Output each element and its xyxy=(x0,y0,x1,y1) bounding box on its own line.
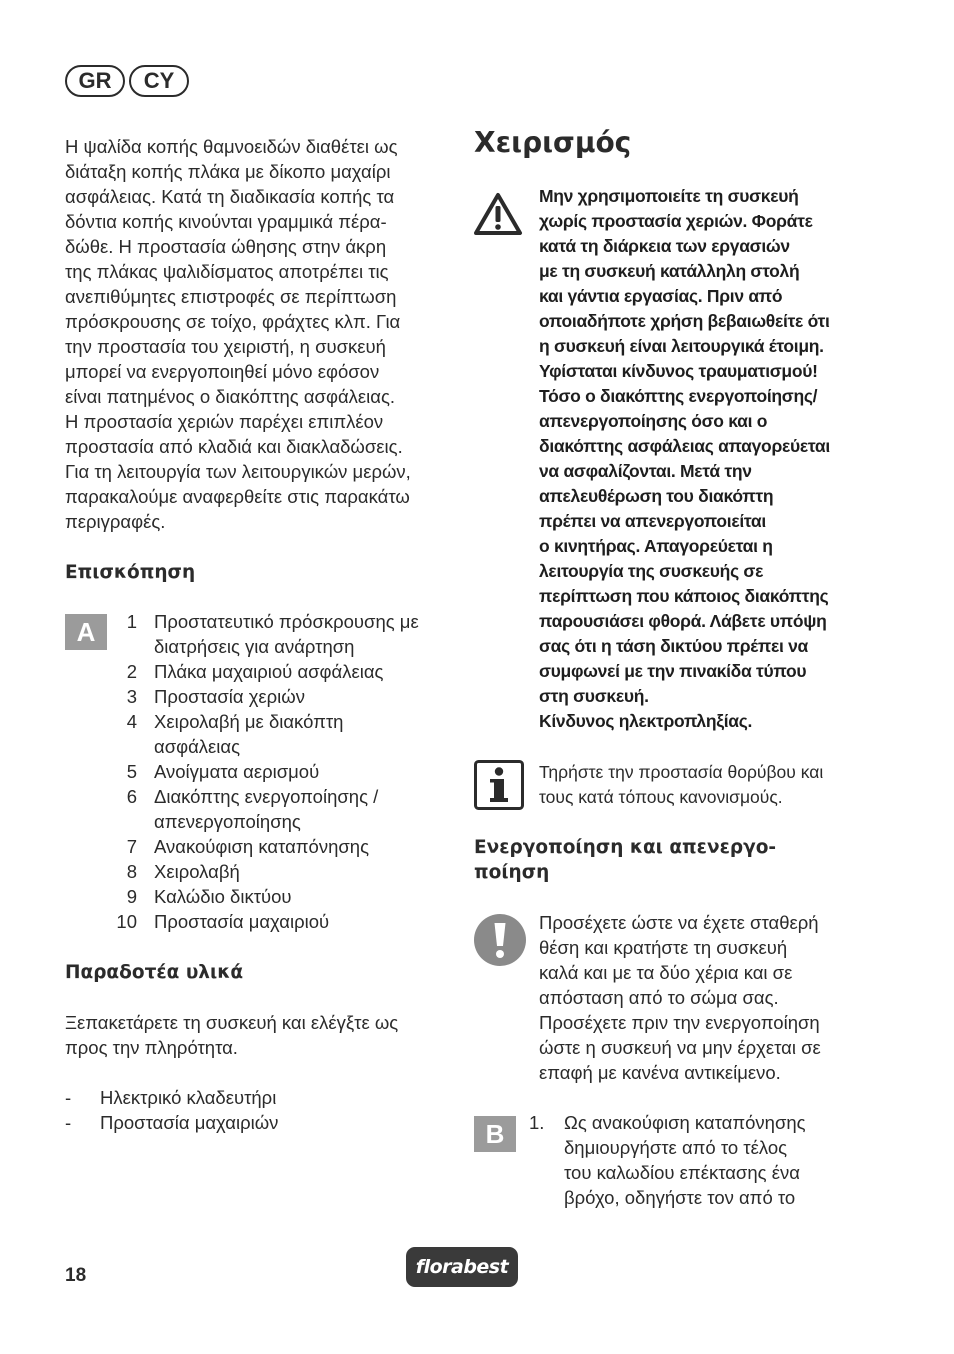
text-line: ασφάλειας. Κατά τη διαδικασία κοπής τα xyxy=(65,186,395,207)
text-line: συμφωνεί με την πινακίδα τύπου xyxy=(539,661,807,681)
step-number: 1. xyxy=(529,1112,545,1133)
text-line: η συσκευή είναι λειτουργικά έτοιμη. xyxy=(539,336,824,356)
item-number: 3 xyxy=(126,686,137,707)
notice-text xyxy=(539,910,879,1085)
list-item xyxy=(94,609,449,659)
item-number: 2 xyxy=(126,661,137,682)
text-line: Ως ανακούφιση καταπόνησης xyxy=(564,1112,806,1133)
list-item xyxy=(65,1110,278,1135)
item-text: Πλάκα μαχαιριού ασφάλειας xyxy=(154,661,384,682)
section-heading: Χειρισμός xyxy=(474,126,632,159)
text-line: καλά και με τα δύο χέρια και σε xyxy=(539,962,793,983)
delivery-paragraph xyxy=(65,1010,455,1060)
parts-list xyxy=(94,609,449,934)
item-text-line: Χειρολαβή με διακόπτη xyxy=(154,711,344,732)
country-badge-gr xyxy=(65,65,125,97)
item-number: 9 xyxy=(126,886,137,907)
text-line: και γάντια εργασίας. Πριν από xyxy=(539,286,783,306)
text-line: στη συσκευή. xyxy=(539,686,649,706)
item-text-line: απενεργοποίησης xyxy=(154,811,301,832)
text-line: της πλάκας ψαλιδίσματος αποτρέπει τις xyxy=(65,261,389,282)
item-text: Ανακούφιση καταπόνησης xyxy=(154,836,370,857)
page-number: 18 xyxy=(65,1265,87,1286)
overview-heading: Επισκόπηση xyxy=(65,562,196,583)
country-badge-cy-label: CY xyxy=(143,68,175,93)
figure-marker-b xyxy=(474,1116,516,1152)
text-line: δώθε. Η προστασία ώθησης στην άκρη xyxy=(65,236,387,257)
text-line: Ξεπακετάρετε τη συσκευή και ελέγξτε ως xyxy=(65,1012,399,1033)
list-item xyxy=(65,1085,278,1110)
list-item xyxy=(94,859,449,884)
text-line: απελευθέρωση του διακόπτη xyxy=(539,486,774,506)
item-text xyxy=(154,709,449,759)
list-item xyxy=(94,759,449,784)
list-item xyxy=(94,909,449,934)
text-line: την προστασία του χειριστή, η συσκευή xyxy=(65,336,386,357)
text-line: Για τη λειτουργία των λειτουργικών μερών, xyxy=(65,461,411,482)
text-line: διακόπτης ασφάλειας απαγορεύεται xyxy=(539,436,830,456)
figure-marker-a-label: A xyxy=(76,616,96,647)
text-line: με τη συσκευή κατάλληλη στολή xyxy=(539,261,800,281)
text-line: πρέπει να απενεργοποιείται xyxy=(539,511,766,531)
text-line: απόσταση από το σώμα σας. xyxy=(539,987,779,1008)
delivery-heading: Παραδοτέα υλικά xyxy=(65,962,244,983)
warning-triangle-icon xyxy=(473,192,523,236)
item-text: Ηλεκτρικό κλαδευτήρι xyxy=(100,1087,277,1108)
item-text: Χειρολαβή xyxy=(154,861,240,882)
item-text xyxy=(154,784,449,834)
text-line: είναι πατημένος ο διακόπτης ασφάλειας. xyxy=(65,386,396,407)
text-line: σας ότι η τάση δικτύου πρέπει να xyxy=(539,636,808,656)
text-line: κατά τη διάρκεια των εργασιών xyxy=(539,236,790,256)
item-text-line: διατρήσεις για ανάρτηση xyxy=(154,636,355,657)
item-text: Προστασία χεριών xyxy=(154,686,305,707)
text-line: απενεργοποίησης όσο και ο xyxy=(539,411,768,431)
item-number: 7 xyxy=(126,836,137,857)
list-item xyxy=(94,709,449,759)
text-line: Προσέχετε πριν την ενεργοποίηση xyxy=(539,1012,820,1033)
text-line: Υφίσταται κίνδυνος τραυματισμού! xyxy=(539,361,818,381)
text-line: ώστε η συσκευή να μην έρχεται σε xyxy=(539,1037,821,1058)
text-line: δόντια κοπής κινούνται γραμμικά πέρα- xyxy=(65,211,387,232)
text-line: δημιουργήστε από το τέλος xyxy=(564,1137,788,1158)
text-line: χωρίς προστασία χεριών. Φοράτε xyxy=(539,211,813,231)
text-line: ο κινητήρας. Απαγορεύεται η xyxy=(539,536,773,556)
list-item xyxy=(94,659,449,684)
item-text: Ανοίγματα αερισμού xyxy=(154,761,320,782)
text-line: μπορεί να ενεργοποιηθεί μόνο εφόσον xyxy=(65,361,380,382)
text-line: βρόχο, οδηγήστε τον από το xyxy=(564,1187,796,1208)
item-text: Προστασία μαχαιριού xyxy=(154,911,330,932)
list-item xyxy=(94,884,449,909)
text-line: να ασφαλίζονται. Μετά την xyxy=(539,461,752,481)
text-line: προς την πληρότητα. xyxy=(65,1037,238,1058)
item-text: Καλώδιο δικτύου xyxy=(154,886,292,907)
item-number: 4 xyxy=(126,711,137,732)
dash-bullet: - xyxy=(65,1087,72,1108)
heading-line: Ενεργοποίηση και απενεργο- xyxy=(474,837,777,858)
item-text xyxy=(154,609,449,659)
warning-text xyxy=(539,184,869,734)
country-badge-cy xyxy=(129,65,189,97)
intro-paragraph xyxy=(65,134,455,534)
list-item xyxy=(94,784,449,834)
exclamation-circle-icon xyxy=(473,913,527,967)
text-line: Προσέχετε ώστε να έχετε σταθερή xyxy=(539,912,819,933)
dash-bullet: - xyxy=(65,1112,72,1133)
figure-marker-b-label: B xyxy=(485,1118,505,1149)
item-number: 10 xyxy=(116,911,137,932)
item-text: Προστασία μαχαιριών xyxy=(100,1112,279,1133)
brand-logo xyxy=(406,1247,518,1287)
text-line: λειτουργία της συσκευής σε xyxy=(539,561,764,581)
text-line: Τηρήστε την προστασία θορύβου και xyxy=(539,762,824,782)
item-number: 1 xyxy=(126,611,137,632)
heading-line: ποίηση xyxy=(474,862,550,883)
text-line: Η ψαλίδα κοπής θαμνοειδών διαθέτει ως xyxy=(65,136,398,157)
text-line: ανεπιθύμητες επιστροφές σε περίπτωση xyxy=(65,286,397,307)
text-line: περίπτωση που κάποιος διακόπτης xyxy=(539,586,829,606)
text-line: Η προστασία χεριών παρέχει επιπλέον xyxy=(65,411,384,432)
item-text-line: ασφάλειας xyxy=(154,736,241,757)
text-line: Μην χρησιμοποιείτε τη συσκευή xyxy=(539,186,799,206)
item-text-line: Προστατευτικό πρόσκρουσης με xyxy=(154,611,419,632)
onoff-heading xyxy=(474,835,776,885)
list-item xyxy=(94,834,449,859)
item-number: 8 xyxy=(126,861,137,882)
country-badge-gr-label: GR xyxy=(78,68,112,93)
item-number: 6 xyxy=(126,786,137,807)
delivery-list xyxy=(65,1085,278,1135)
text-line: περιγραφές. xyxy=(65,511,166,532)
list-item xyxy=(94,684,449,709)
info-icon xyxy=(474,760,524,810)
text-line: πρόσκρουσης σε τοίχο, φράχτες κλπ. Για xyxy=(65,311,401,332)
item-number: 5 xyxy=(126,761,137,782)
step-text xyxy=(564,1110,874,1210)
text-line: Τόσο ο διακόπτης ενεργοποίησης/ xyxy=(539,386,818,406)
text-line: διάταξη κοπής πλάκα με δίκοπο μαχαίρι xyxy=(65,161,391,182)
text-line: του καλωδίου επέκτασης ένα xyxy=(564,1162,800,1183)
text-line: οποιαδήποτε χρήση βεβαιωθείτε ότι xyxy=(539,311,830,331)
text-line: θέση και κρατήστε τη συσκευή xyxy=(539,937,788,958)
text-line: Κίνδυνος ηλεκτροπληξίας. xyxy=(539,711,753,731)
item-text-line: Διακόπτης ενεργοποίησης / xyxy=(154,786,379,807)
text-line: επαφή με κανένα αντικείμενο. xyxy=(539,1062,781,1083)
text-line: τους κατά τόπους κανονισμούς. xyxy=(539,787,783,807)
text-line: προστασία από κλαδιά και διακλαδώσεις. xyxy=(65,436,403,457)
text-line: παρακαλούμε αναφερθείτε στις παρακάτω xyxy=(65,486,410,507)
info-text xyxy=(539,760,879,810)
text-line: παρουσιάσει φθορά. Λάβετε υπόψη xyxy=(539,611,827,631)
brand-logo-text: florabest xyxy=(415,1256,509,1278)
